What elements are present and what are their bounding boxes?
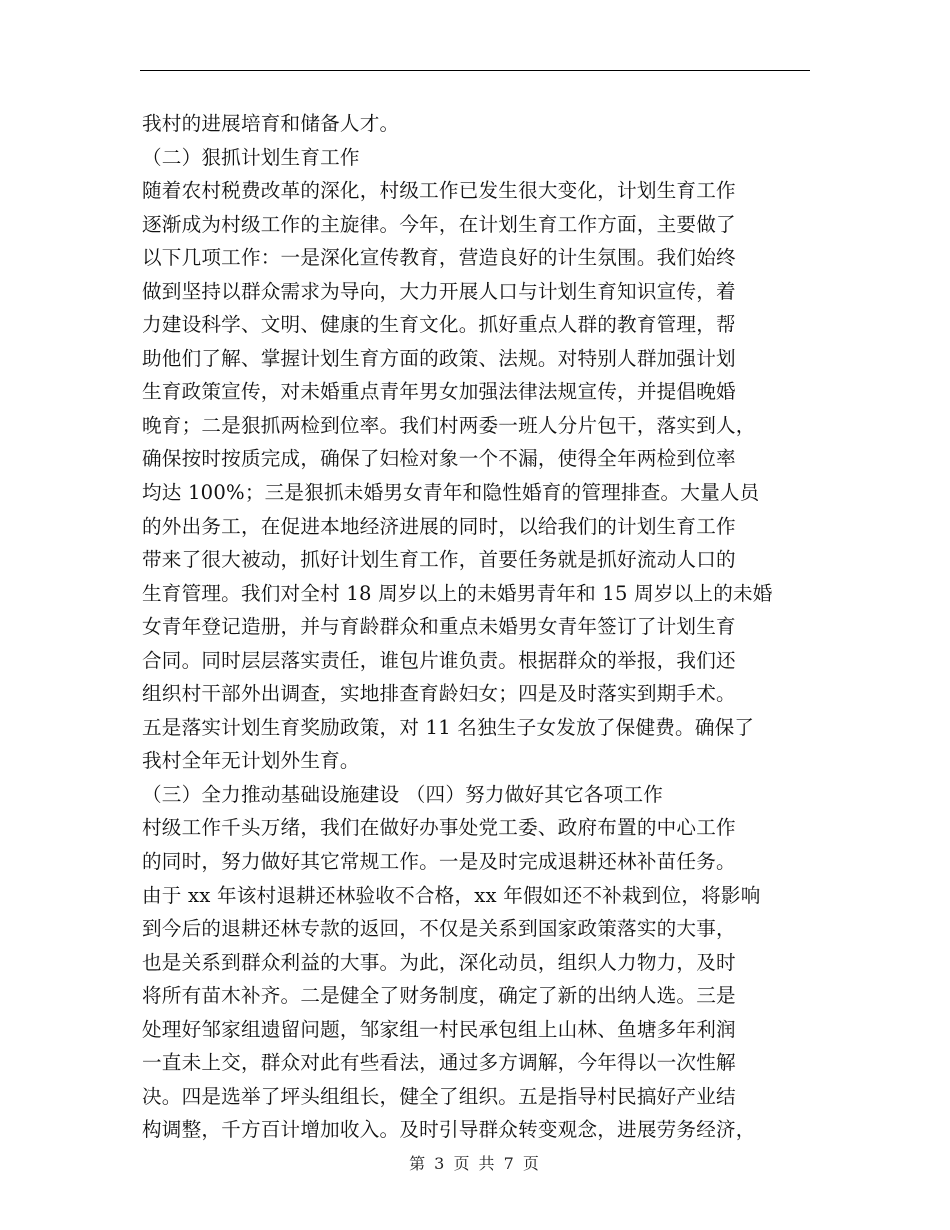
- text-line: 村级工作千头万绪，我们在做好办事处党工委、政府布置的中心工作: [142, 816, 736, 840]
- text-line: 确保按时按质完成，确保了妇检对象一个不漏，使得全年两检到位率: [142, 447, 736, 471]
- text-line: 构调整，千方百计增加收入。及时引导群众转变观念，进展劳务经济，: [142, 1118, 756, 1142]
- text-line: 到今后的退耕还林专款的返回，不仅是关系到国家政策落实的大事，: [142, 917, 736, 941]
- text-line: 带来了很大被动，抓好计划生育工作，首要任务就是抓好流动人口的: [142, 548, 736, 572]
- text-line: 五是落实计划生育奖励政策，对 11 名独生子女发放了保健费。确保了: [142, 715, 755, 739]
- header-rule: [140, 70, 810, 71]
- text-line: 也是关系到群众利益的大事。为此，深化动员，组织人力物力，及时: [142, 950, 736, 974]
- text-line: 以下几项工作：一是深化宣传教育，营造良好的计生氛围。我们始终: [142, 246, 736, 270]
- text-line: 随着农村税费改革的深化，村级工作已发生很大变化，计划生育工作: [142, 179, 736, 203]
- section-heading: （二）狠抓计划生育工作: [142, 145, 360, 169]
- text-line: 我村的进展培育和储备人才。: [142, 112, 400, 135]
- text-line: 的外出务工，在促进本地经济进展的同时，以给我们的计划生育工作: [142, 514, 736, 538]
- page-footer: 第 3 页 共 7 页: [409, 1154, 541, 1173]
- text-line: 助他们了解、掌握计划生育方面的政策、法规。对特别人群加强计划: [142, 346, 736, 370]
- document-body: [142, 107, 818, 1147]
- text-line: 的同时，努力做好其它常规工作。一是及时完成退耕还林补苗任务。: [142, 850, 736, 874]
- text-line: 逐渐成为村级工作的主旋律。今年，在计划生育工作方面，主要做了: [142, 212, 736, 236]
- text-line: 力建设科学、文明、健康的生育文化。抓好重点人群的教育管理，帮: [142, 313, 736, 337]
- text-line: 晚育；二是狠抓两检到位率。我们村两委一班人分片包干，落实到人，: [142, 413, 756, 437]
- text-line: 女青年登记造册，并与育龄群众和重点未婚男女青年签订了计划生育: [142, 615, 736, 639]
- section-heading: （三）全力推动基础设施建设 （四）努力做好其它各项工作: [142, 782, 664, 806]
- text-line: 组织村干部外出调查，实地排查育龄妇女；四是及时落实到期手术。: [142, 682, 736, 706]
- text-line: 一直未上交，群众对此有些看法，通过多方调解，今年得以一次性解: [142, 1051, 736, 1075]
- text-line: 均达 100%；三是狠抓未婚男女青年和隐性婚育的管理排查。大量人员: [142, 481, 760, 505]
- text-line: 处理好邹家组遗留问题，邹家组一村民承包组上山林、鱼塘多年利润: [142, 1017, 736, 1041]
- text-line: 将所有苗木补齐。二是健全了财务制度，确定了新的出纳人选。三是: [142, 984, 736, 1008]
- text-line: 合同。同时层层落实责任，谁包片谁负责。根据群众的举报，我们还: [142, 648, 736, 672]
- text-line: 我村全年无计划外生育。: [142, 749, 360, 773]
- text-line: 做到坚持以群众需求为导向，大力开展人口与计划生育知识宣传，着: [142, 279, 736, 303]
- text-line: 生育政策宣传，对未婚重点青年男女加强法律法规宣传，并提倡晚婚: [142, 380, 736, 404]
- text-line: 决。四是选举了坪头组组长，健全了组织。五是指导村民搞好产业结: [142, 1084, 736, 1108]
- text-line: 生育管理。我们对全村 18 周岁以上的未婚男青年和 15 周岁以上的未婚: [142, 581, 773, 605]
- text-line: 由于 xx 年该村退耕还林验收不合格，xx 年假如还不补栽到位，将影响: [142, 883, 761, 907]
